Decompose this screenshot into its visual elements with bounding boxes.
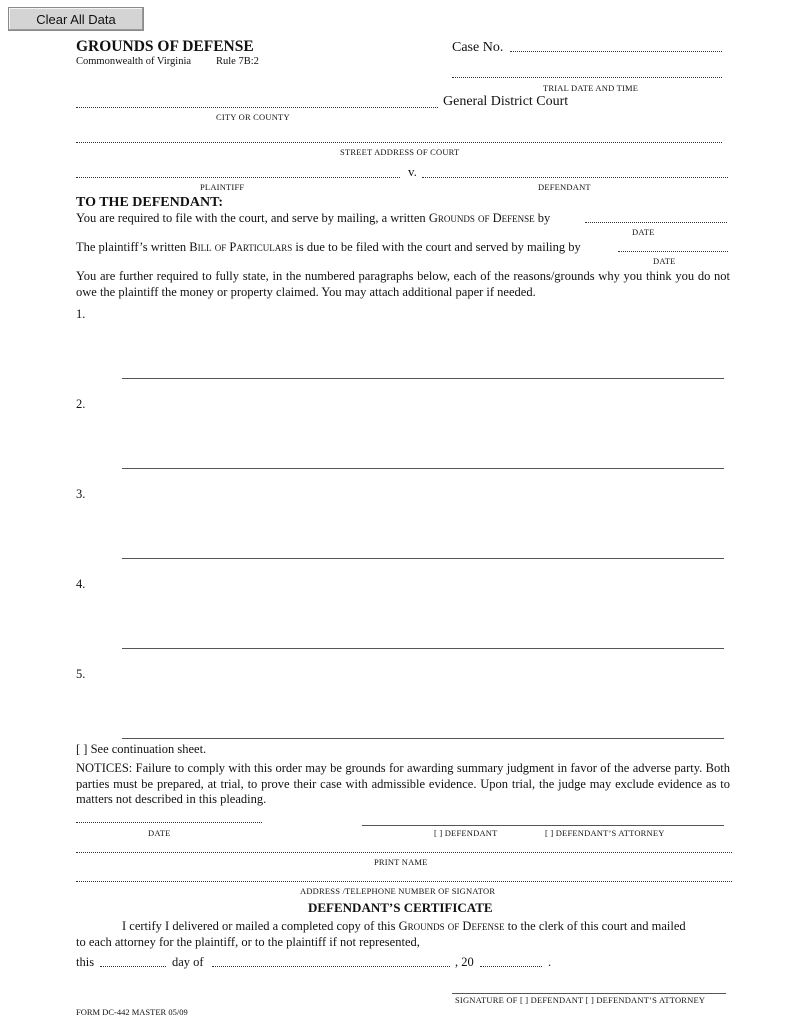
notices-text: NOTICES: Failure to comply with this order may be grounds for awarding summary judgment in favor of the adverse party. Both parties must be prepared, at trial, to prove their case with admissible evidence. Upon trial, the judge may exclude evidence as to matters not described in this pleading. bbox=[76, 761, 730, 806]
bill-instruction-line bbox=[76, 240, 581, 255]
file-instruction-post: by bbox=[534, 211, 551, 225]
paragraph-line-1 bbox=[122, 378, 724, 379]
form-id: FORM DC-442 MASTER 05/09 bbox=[76, 1007, 188, 1017]
certificate-text-post: to the clerk of this court and mailed bbox=[504, 919, 686, 933]
paragraph-field-5[interactable] bbox=[96, 678, 724, 736]
day-of-label: day of bbox=[172, 955, 204, 969]
trial-date-label: TRIAL DATE AND TIME bbox=[543, 83, 639, 93]
paragraph-number-5: 5. bbox=[76, 667, 86, 681]
defendant-option[interactable]: [ ] DEFENDANT bbox=[434, 828, 498, 838]
certificate-text-line1 bbox=[122, 919, 686, 934]
certificate-text-pre: I certify I delivered or mailed a completed copy of this bbox=[122, 919, 399, 933]
case-no-field[interactable] bbox=[510, 51, 722, 52]
further-instruction: You are further required to fully state, in the numbered paragraphs below, each of the reasons/grounds why you think you do not owe the plaintiff the money or property claimed. You may attach additional paper if needed. bbox=[76, 269, 730, 299]
file-instruction-line bbox=[76, 211, 550, 226]
rule-text: Rule 7B:2 bbox=[216, 56, 259, 67]
grounds-date-label: DATE bbox=[632, 227, 655, 237]
plaintiff-field[interactable] bbox=[76, 177, 400, 178]
street-address-field[interactable] bbox=[76, 142, 722, 143]
trial-date-field[interactable] bbox=[452, 77, 722, 78]
continuation-checkbox[interactable]: [ ] See continuation sheet. bbox=[76, 742, 207, 756]
year-prefix: , 20 bbox=[455, 955, 474, 969]
versus-text: v. bbox=[408, 164, 417, 179]
day-field[interactable] bbox=[100, 966, 166, 967]
bill-date-label: DATE bbox=[653, 256, 676, 266]
case-no-label: Case No. bbox=[452, 40, 504, 55]
certificate-text-line2: to each attorney for the plaintiff, or to the plaintiff if not represented, bbox=[76, 935, 420, 949]
certificate-signature-line[interactable] bbox=[452, 993, 726, 994]
defendant-label: DEFENDANT bbox=[538, 182, 591, 192]
paragraph-line-5 bbox=[122, 738, 724, 739]
city-county-label: CITY OR COUNTY bbox=[216, 112, 290, 122]
paragraph-number-4: 4. bbox=[76, 577, 86, 591]
this-label: this bbox=[76, 955, 95, 969]
paragraph-line-2 bbox=[122, 468, 724, 469]
court-label: General District Court bbox=[443, 94, 569, 109]
bill-instruction-sc: Bill of Particulars bbox=[189, 240, 293, 254]
city-county-field[interactable] bbox=[76, 107, 438, 108]
bill-instruction-post: is due to be filed with the court and served by mailing by bbox=[292, 240, 581, 254]
paragraph-line-4 bbox=[122, 648, 724, 649]
bill-due-date-field[interactable] bbox=[618, 251, 728, 252]
plaintiff-label: PLAINTIFF bbox=[200, 182, 245, 192]
street-address-label: STREET ADDRESS OF COURT bbox=[340, 147, 460, 157]
paragraph-number-3: 3. bbox=[76, 487, 86, 501]
paragraph-field-2[interactable] bbox=[96, 408, 724, 466]
print-name-field[interactable] bbox=[76, 852, 732, 853]
paragraph-number-2: 2. bbox=[76, 397, 86, 411]
year-field[interactable] bbox=[480, 966, 542, 967]
form-title: GROUNDS OF DEFENSE bbox=[76, 38, 254, 55]
to-defendant-heading: TO THE DEFENDANT: bbox=[76, 195, 224, 210]
certificate-text-sc: Grounds of Defense bbox=[398, 919, 505, 933]
address-phone-label: ADDRESS /TELEPHONE NUMBER OF SIGNATOR bbox=[300, 886, 496, 896]
clear-all-data-button[interactable]: Clear All Data bbox=[8, 7, 144, 31]
address-phone-field[interactable] bbox=[76, 881, 732, 882]
paragraph-field-1[interactable] bbox=[96, 318, 724, 376]
defendant-attorney-option[interactable]: [ ] DEFENDANT’S ATTORNEY bbox=[545, 828, 665, 838]
signature-date-label: DATE bbox=[148, 828, 171, 838]
paragraph-line-3 bbox=[122, 558, 724, 559]
file-instruction-pre: You are required to file with the court, and serve by mailing, a written bbox=[76, 211, 429, 225]
grounds-due-date-field[interactable] bbox=[585, 222, 727, 223]
month-field[interactable] bbox=[212, 966, 450, 967]
signature-line[interactable] bbox=[362, 825, 724, 826]
bill-instruction-pre: The plaintiff’s written bbox=[76, 240, 190, 254]
file-instruction-sc: Grounds of Defense bbox=[428, 211, 535, 225]
defendant-field[interactable] bbox=[422, 177, 728, 178]
paragraph-number-1: 1. bbox=[76, 307, 86, 321]
paragraph-field-3[interactable] bbox=[96, 498, 724, 556]
jurisdiction-text: Commonwealth of Virginia bbox=[76, 56, 192, 67]
date-period: . bbox=[548, 955, 552, 969]
certificate-signature-label: SIGNATURE OF [ ] DEFENDANT [ ] DEFENDANT’S ATTORNEY bbox=[455, 995, 706, 1005]
print-name-label: PRINT NAME bbox=[374, 857, 428, 867]
signature-date-field[interactable] bbox=[76, 822, 262, 823]
paragraph-field-4[interactable] bbox=[96, 588, 724, 646]
certificate-heading: DEFENDANT’S CERTIFICATE bbox=[308, 900, 493, 915]
